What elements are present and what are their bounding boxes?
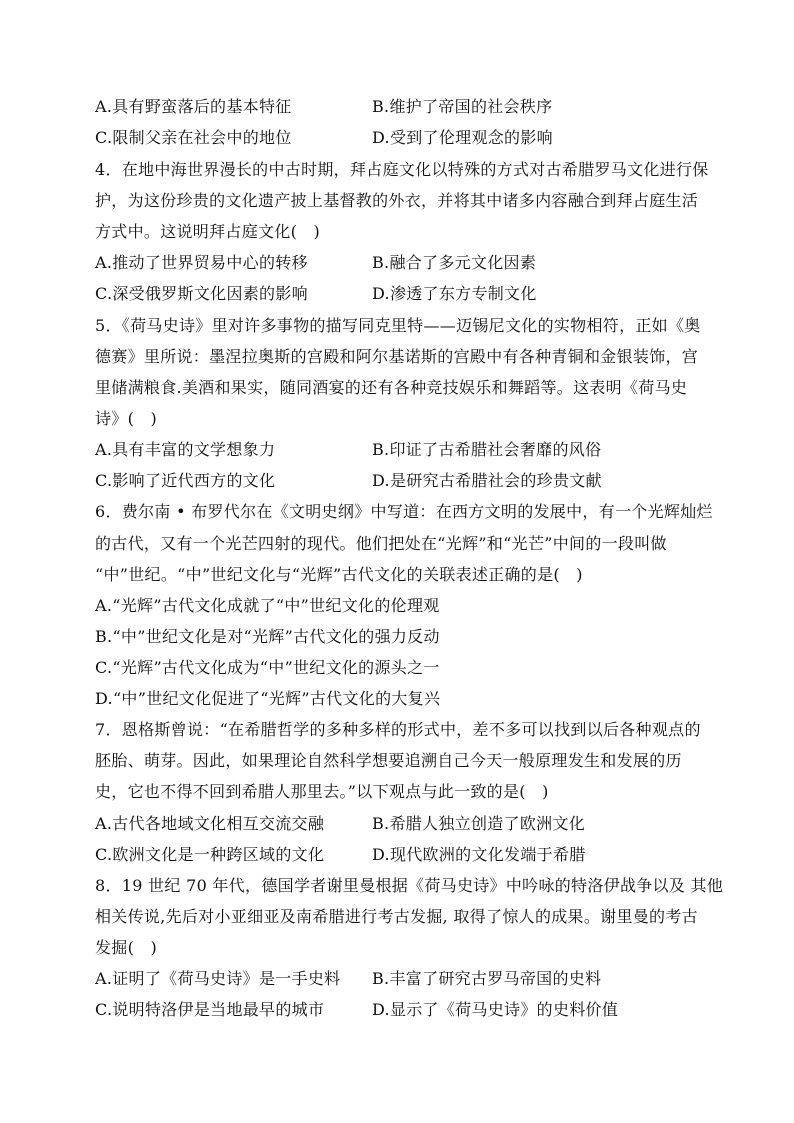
q4-option-d[interactable]: D.渗透了东方专制文化 — [372, 284, 537, 303]
q5-stem-line-2: 德赛》里所说：墨涅拉奥斯的宫殿和阿尔基诺斯的宫殿中有各种青铜和金银装饰，宫 — [95, 347, 699, 366]
q8-stem-line-1: 8．19 世纪 70 年代，德国学者谢里曼根据《荷马史诗》中吟咏的特洛伊战争以及 其他 — [95, 876, 724, 895]
q8-stem-line-2: 相关传说,先后对小亚细亚及南希腊进行考古发掘, 取得了惊人的成果。谢里曼的考古 — [95, 907, 698, 926]
q6-stem-line-3: “中”世纪。“中”世纪文化与“光辉”古代文化的关联表述正确的是( ) — [95, 565, 583, 584]
q5-stem-line-3: 里储满粮食.美酒和果实，随同酒宴的还有各种竞技娱乐和舞蹈等。这表明《荷马史 — [95, 378, 688, 397]
q4-option-b[interactable]: B.融合了多元文化因素 — [372, 253, 537, 272]
q3-option-c[interactable]: C.限制父亲在社会中的地位 — [95, 128, 292, 147]
q3-option-a[interactable]: A.具有野蛮落后的基本特征 — [95, 97, 292, 116]
q7-stem-line-1: 7．恩格斯曾说：“在希腊哲学的多种多样的形式中，差不多可以找到以后各种观点的 — [95, 720, 701, 739]
q5-option-c[interactable]: C.影响了近代西方的文化 — [95, 471, 276, 490]
q8-option-c[interactable]: C.说明特洛伊是当地最早的城市 — [95, 1000, 325, 1019]
q8-option-d[interactable]: D.显示了《荷马史诗》的史料价值 — [372, 1000, 619, 1019]
q4-stem-line-1: 4．在地中海世界漫长的中古时期，拜占庭文化以特殊的方式对古希腊罗马文化进行保 — [95, 160, 709, 179]
q7-option-b[interactable]: B.希腊人独立创造了欧洲文化 — [372, 814, 586, 833]
q5-option-d[interactable]: D.是研究古希腊社会的珍贵文献 — [372, 471, 602, 490]
q4-option-a[interactable]: A.推动了世界贸易中心的转移 — [95, 253, 308, 272]
q6-stem-line-2: 的古代，又有一个光芒四射的现代。他们把处在“光辉”和“光芒”中间的一段叫做 — [95, 534, 667, 553]
q7-stem-line-2: 胚胎、萌芽。因此，如果理论自然科学想要追溯自己今天一般原理发生和发展的历 — [95, 751, 682, 770]
q5-stem-line-1: 5．《荷马史诗》里对许多事物的描写同克里特——迈锡尼文化的实物相符，正如《奥 — [95, 316, 701, 335]
q8-stem-line-3: 发掘( ) — [95, 938, 157, 957]
q5-option-b[interactable]: B.印证了古希腊社会奢靡的风俗 — [372, 440, 602, 459]
q6-option-d[interactable]: D.“中”世纪文化促进了“光辉”古代文化的大复兴 — [95, 689, 441, 708]
q5-stem-line-4: 诗》( ) — [95, 409, 157, 428]
q6-option-c[interactable]: C.“光辉”古代文化成为“中”世纪文化的源头之一 — [95, 658, 440, 677]
q7-option-a[interactable]: A.古代各地域文化相互交流交融 — [95, 814, 325, 833]
q8-option-a[interactable]: A.证明了《荷马史诗》是一手史料 — [95, 969, 341, 988]
q3-option-b[interactable]: B.维护了帝国的社会秩序 — [372, 97, 553, 116]
q6-option-b[interactable]: B.“中”世纪文化是对“光辉”古代文化的强力反动 — [95, 627, 440, 646]
q4-stem-line-2: 护，为这份珍贵的文化遗产披上基督教的外衣，并将其中诸多内容融合到拜占庭生活 — [95, 191, 699, 210]
q4-option-c[interactable]: C.深受俄罗斯文化因素的影响 — [95, 284, 308, 303]
q8-option-b[interactable]: B.丰富了研究古罗马帝国的史料 — [372, 969, 602, 988]
q3-option-d[interactable]: D.受到了伦理观念的影响 — [372, 128, 553, 147]
q7-option-c[interactable]: C.欧洲文化是一种跨区域的文化 — [95, 845, 325, 864]
q7-option-d[interactable]: D.现代欧洲的文化发端于希腊 — [372, 845, 586, 864]
q6-option-a[interactable]: A.“光辉”古代文化成就了“中”世纪文化的伦理观 — [95, 596, 440, 615]
q5-option-a[interactable]: A.具有丰富的文学想象力 — [95, 440, 276, 459]
q6-stem-line-1: 6．费尔南 • 布罗代尔在《文明史纲》中写道：在西方文明的发展中，有一个光辉灿烂 — [95, 502, 713, 521]
q4-stem-line-3: 方式中。这说明拜占庭文化( ) — [95, 222, 320, 241]
q7-stem-line-3: 史，它也不得不回到希腊人那里去。”以下观点与此一致的是( ) — [95, 782, 549, 801]
